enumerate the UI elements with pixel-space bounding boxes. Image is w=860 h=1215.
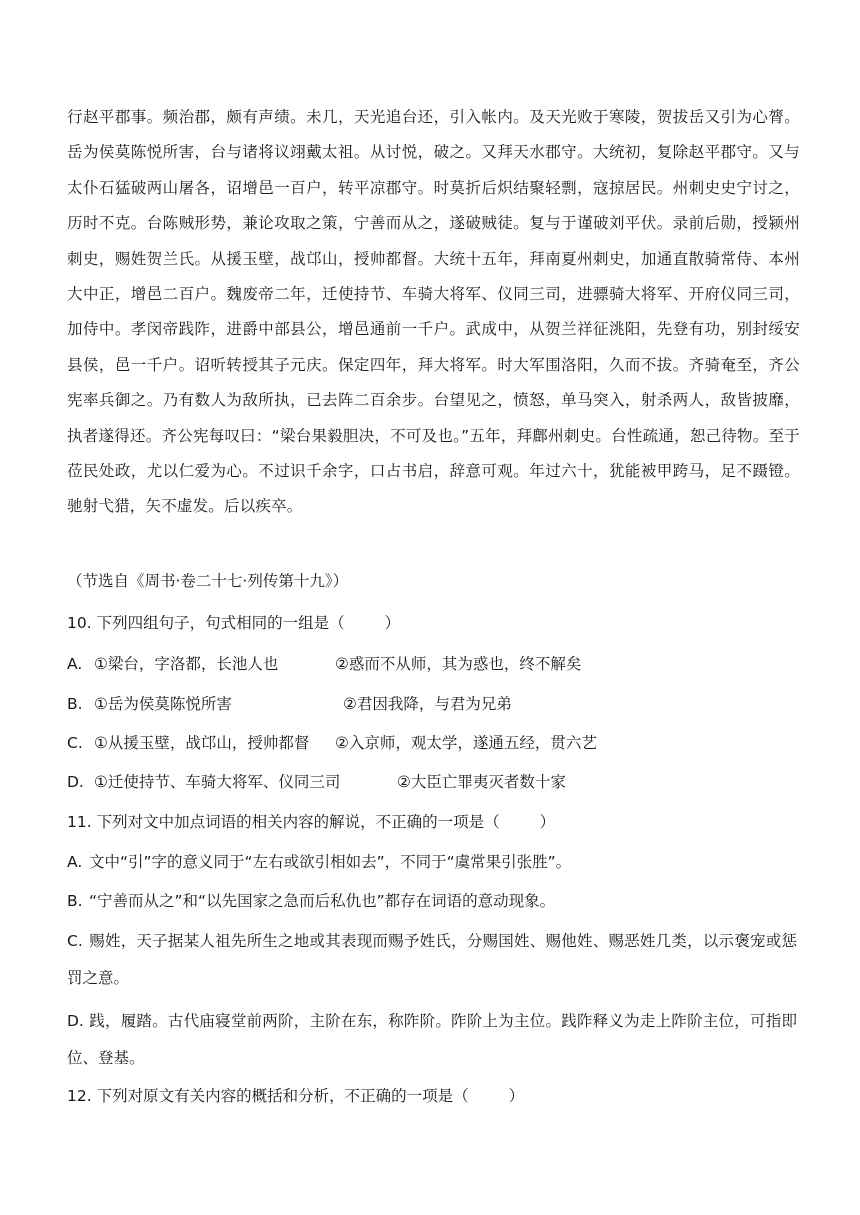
question-11-option-c <box>67 923 797 997</box>
option-part-2: ②入京师，观太学，遂通五经，贯六艺 <box>335 734 597 752</box>
question-11-stem <box>67 811 555 833</box>
option-letter: D. <box>67 1012 84 1030</box>
option-text: “宁善而从之”和“以先国家之急而后私仇也”都存在词语的意动现象。 <box>89 892 556 910</box>
option-text: 文中“引”字的意义同于“左右或欲引相如去”，不同于“虞常果引张胜”。 <box>89 853 572 871</box>
option-letter: A. <box>67 655 83 673</box>
option-part-1: ①从援玉壁，战邙山，授帅都督 <box>93 734 310 752</box>
option-part-1: ①迁使持节、车骑大将军、仪同三司 <box>93 773 341 791</box>
option-part-2: ②君因我降，与君为兄弟 <box>343 695 512 713</box>
question-10-option-c <box>67 732 597 754</box>
option-text: 赐姓，天子据某人祖先所生之地或其表现而赐予姓氏，分赐国姓、赐他姓、赐恶姓几类，以示褒宠或惩罚之意。 <box>67 932 797 987</box>
option-letter: B. <box>67 695 83 713</box>
question-11-option-a <box>67 851 571 873</box>
question-11-stem-end: ） <box>539 813 556 831</box>
question-12-stem-text: 12. 下列对原文有关内容的概括和分析，不正确的一项是（ <box>67 1087 469 1105</box>
option-part-1: ①岳为侯莫陈悦所害 <box>93 695 232 713</box>
question-10-option-b <box>67 693 512 715</box>
option-letter: C. <box>67 734 83 752</box>
question-10-stem <box>67 612 400 634</box>
option-letter: B. <box>67 892 83 910</box>
passage-text: 行赵平郡事。频治郡，颇有声绩。未几，天光追台还，引入帐内。及天光败于寒陵，贺拔岳又引为心膂。岳为侯莫陈悦所害，台与诸将议翊戴太祖。从讨悦，破之。又拜天水郡守。大统初，复除赵平郡守。又与太仆石猛破两山屠各，诏增邑一百户，转平凉郡守。时莫折后炽结聚轻剽，寇掠居民。州刺史史宁讨之，历时不克。台陈贼形势，兼论攻取之策，宁善而从之，遂破贼徒。复与于谨破刘平伏。录前后勋，授颍州刺史，赐姓贺兰氏。从援玉壁，战邙山，授帅都督。大统十五年，拜南夏州刺史，加通直散骑常侍、本州大中正，增邑二百户。魏废帝二年，迁使持节、车骑大将军、仪同三司，进骠骑大将军、开府仪同三司，加侍中。孝闵帝践阼，进爵中部县公，增邑通前一千户。武成中，从贺兰祥征洮阳，先登有功，别封绥安县侯，邑一千户。诏听转授其子元庆。保定四年，拜大将军。时大军围洛阳，久而不拔。齐骑奄至，齐公宪率兵御之。乃有数人为敌所执，已去阵二百余步。台望见之，愤怒，单马突入，射杀两人，敌皆披靡，执者遂得还。齐公宪每叹曰：“梁台果毅胆决，不可及也。”五年，拜鄜州刺史。台性疏通，恕己待物。至于莅民处政，尤以仁爱为心。不过识千余字，口占书启，辞意可观。年过六十，犹能被甲跨马，足不蹑镫。驰射弋猎，矢不虚发。后以疾卒。 <box>67 108 800 516</box>
question-11-stem-text: 11. 下列对文中加点词语的相关内容的解说，不正确的一项是（ <box>67 813 500 831</box>
option-letter: D. <box>67 773 84 791</box>
option-letter: A. <box>67 853 83 871</box>
option-part-1: ①梁台，字洛都，长池人也 <box>93 655 279 673</box>
question-11-option-b <box>67 890 555 912</box>
question-12-stem-end: ） <box>508 1087 525 1105</box>
question-10-stem-end: ） <box>384 614 401 632</box>
question-10-option-a <box>67 653 582 675</box>
question-11-option-d <box>67 1003 797 1077</box>
option-letter: C. <box>67 932 83 950</box>
question-10-stem-text: 10. 下列四组句子，句式相同的一组是（ <box>67 614 345 632</box>
option-part-2: ②惑而不从师，其为惑也，终不解矣 <box>335 655 582 673</box>
question-12-stem <box>67 1085 524 1107</box>
option-text: 践，履踏。古代庙寝堂前两阶，主阶在东，称阼阶。阼阶上为主位。践阼释义为走上阼阶主位，可指即位、登基。 <box>67 1012 797 1067</box>
question-10-option-d <box>67 771 566 793</box>
passage-source: （节选自《周书·卷二十七·列传第十九》） <box>67 572 349 590</box>
option-part-2: ②大臣亡罪夷灭者数十家 <box>397 773 566 791</box>
